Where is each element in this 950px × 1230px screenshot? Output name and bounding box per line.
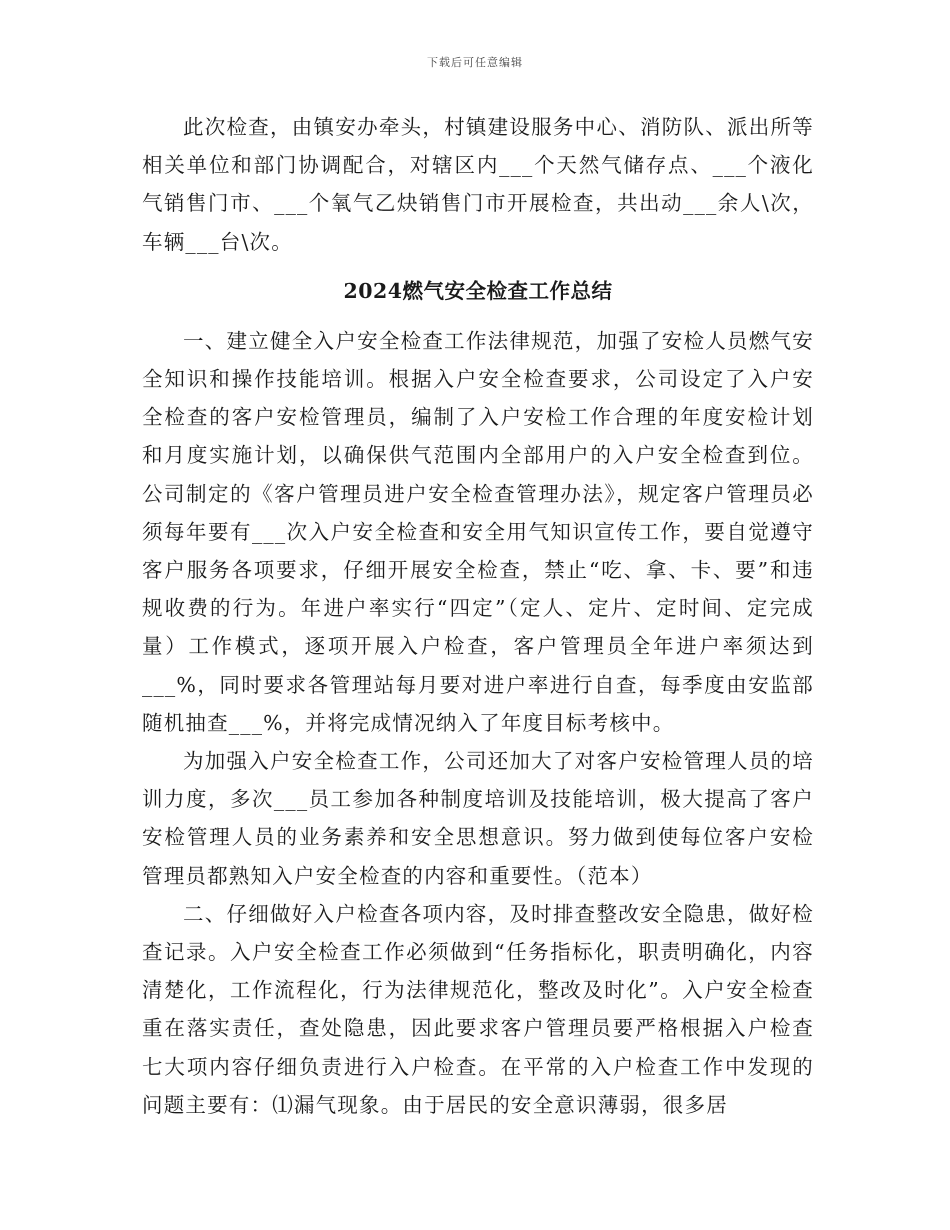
document-title: 2024燃气安全检查工作总结 — [343, 278, 613, 303]
paragraph-2: 为加强入户安全检查工作，公司还加大了对客户安检管理人员的培训力度，多次___员工参加各种制度培训及技能培训，极大提高了客户安检管理人员的业务素养和安全思想意识。努力做到使每位客户安检管理员都熟知入户安全检查的内容和重要性。（范本） — [142, 749, 814, 888]
paragraph-3: 二、仔细做好入户检查各项内容，及时排查整改安全隐患，做好检查记录。入户安全检查工作必须做到“任务指标化，职责明确化，内容清楚化，工作流程化，行为法律规范化，整改及时化”。入户安全检查重在落实责任，查处隐患，因此要求客户管理员要严格根据入户检查七大项内容仔细负责进行入户检查。在平常的入户检查工作中发现的问题主要有：⑴漏气现象。由于居民的安全意识薄弱，很多居 — [142, 901, 814, 1117]
document-body — [142, 108, 814, 1124]
page-header-note: 下载后可任意编辑 — [427, 56, 523, 69]
paragraph-1: 一、建立健全入户安全检查工作法律规范，加强了安检人员燃气安全知识和操作技能培训。根据入户安全检查要求，公司设定了入户安全检查的客户安检管理员，编制了入户安检工作合理的年度安检计划和月度实施计划，以确保供气范围内全部用户的入户安全检查到位。公司制定的《客户管理员进户安全检查管理办法》，规定客户管理员必须每年要有___次入户安全检查和安全用气知识宣传工作，要自觉遵守客户服务各项要求，仔细开展安全检查，禁止“吃、拿、卡、要”和违规收费的行为。年进户率实行“四定”（定人、定片、定时间、定完成量）工作模式，逐项开展入户检查，客户管理员全年进户率须达到___%，同时要求各管理站每月要对进户率进行自查，每季度由安监部随机抽查___%，并将完成情况纳入了年度目标考核中。 — [142, 328, 814, 735]
intro-paragraph: 此次检查，由镇安办牵头，村镇建设服务中心、消防队、派出所等相关单位和部门协调配合，对辖区内___个天然气储存点、___个液化气销售门市、___个氧气乙炔销售门市开展检查，共出动___余人\次，车辆___台\次。 — [142, 115, 814, 254]
